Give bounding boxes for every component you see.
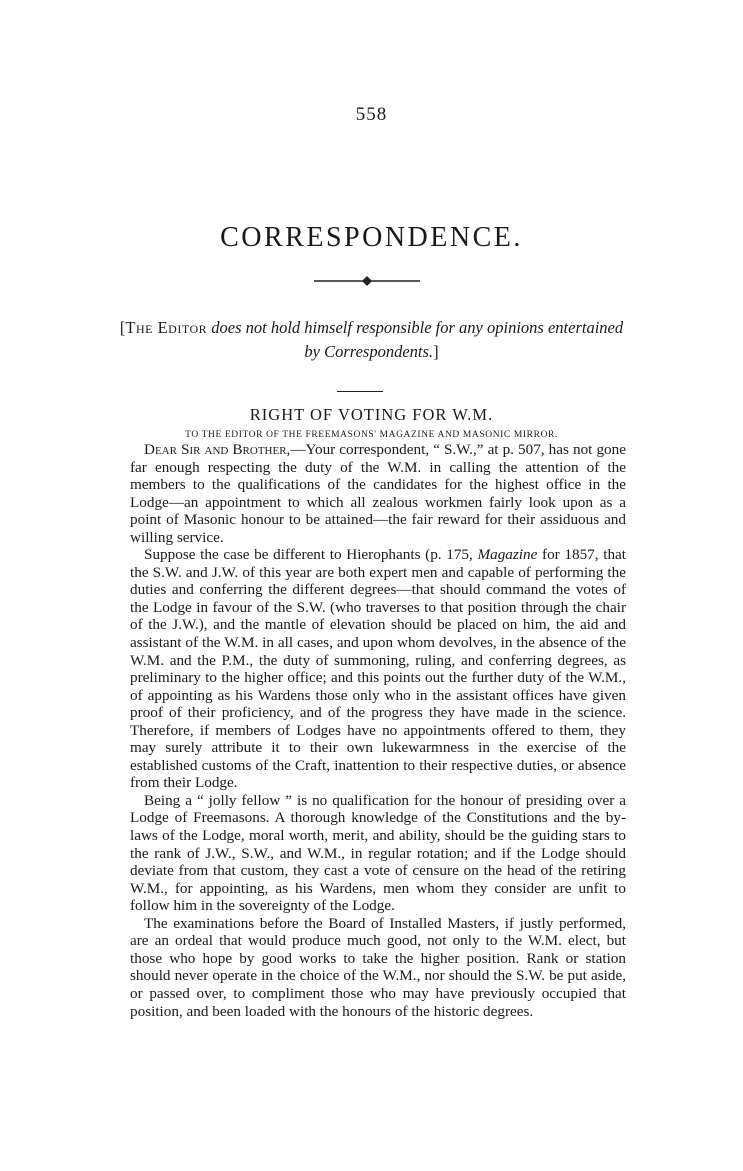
paragraph-1-text: —Your correspondent, “ S.W.,” at p. 507, has not gone far enough respecting the duty of the W.M. in calling the attention of the members to the qualifications of the candidates for the highest office in the Lodge—an appointment to which all zealous workmen fairly look upon as a point of Masonic honour to be attained—the fair reward for their assiduous and willing service. [130,441,626,546]
ornament-divider-icon [314,276,420,286]
disclaimer-close-bracket: ] [433,342,439,361]
paragraph-2-text-a: Suppose the case be different to Hierophants (p. 175, [144,546,478,564]
editor-disclaimer [0,316,743,364]
salutation: Dear Sir and Brother, [144,441,291,458]
paragraph-2 [130,546,626,792]
paragraph-4: The examinations before the Board of Installed Masters, if justly performed, are an ordeal that would produce much good, not only to the W.M. elect, but those who hope by good works to take the higher position. Rank or station should never operate in the choice of the W.M., nor should the S.W. be put aside, or passed over, to compliment those who may have previously occupied that position, and been loaded with the honours of the historic degrees. [130,914,626,1020]
magazine-italic: Magazine [477,546,538,564]
article-address: TO THE EDITOR OF THE FREEMASONS' MAGAZINE AND MASONIC MIRROR. [185,430,558,440]
disclaimer-editor: The Editor [125,318,208,337]
short-rule [337,391,383,392]
page-number: 558 [355,104,388,125]
disclaimer-text: does not hold himself responsible for any opinions entertained by Correspondents. [207,318,624,361]
disclaimer-open-bracket: [ [119,318,126,337]
article-body [130,441,626,1020]
paragraph-2-text-b: for 1857, that the S.W. and J.W. of this year are both expert men and capable of performing the duties and conferring the different degrees—that should command the votes of the Lodge in favour of the S.W. (who traverses to that position through the chair of the J.W.), and the mantle of elevation should be placed on him, the aid and assistant of the W.M. in all cases, and upon whom devolves, in the absence of the W.M. and the P.M., the duty of summoning, ruling, and conferring degrees, as preliminary to the higher office; and this points out the further duty of the W.M., of appointing as his Wardens those only who in the assistant offices have given proof of their proficiency, and of the progress they have made in the science. Therefore, if members of Lodges have no appointments offered to them, they may surely attribute it to their own lukewarmness in the exercise of the established customs of the Craft, inattention to their respective duties, or absence from their Lodge. [130,546,626,792]
paragraph-1 [130,441,626,546]
section-title: CORRESPONDENCE. [220,222,523,253]
paragraph-3: Being a “ jolly fellow ” is no qualification for the honour of presiding over a Lodge of Freemasons. A thorough knowledge of the Constitutions and the by-laws of the Lodge, moral worth, merit, and ability, should be the guiding stars to the rank of J.W., S.W., and W.M., in regular rotation; and if the Lodge should deviate from that custom, they cast a vote of censure on the head of the retiring W.M., for appointing, as his Wardens, men whom they consider are unfit to follow him in the sovereignty of the Lodge. [130,791,626,915]
article-title: RIGHT OF VOTING FOR W.M. [249,405,494,424]
